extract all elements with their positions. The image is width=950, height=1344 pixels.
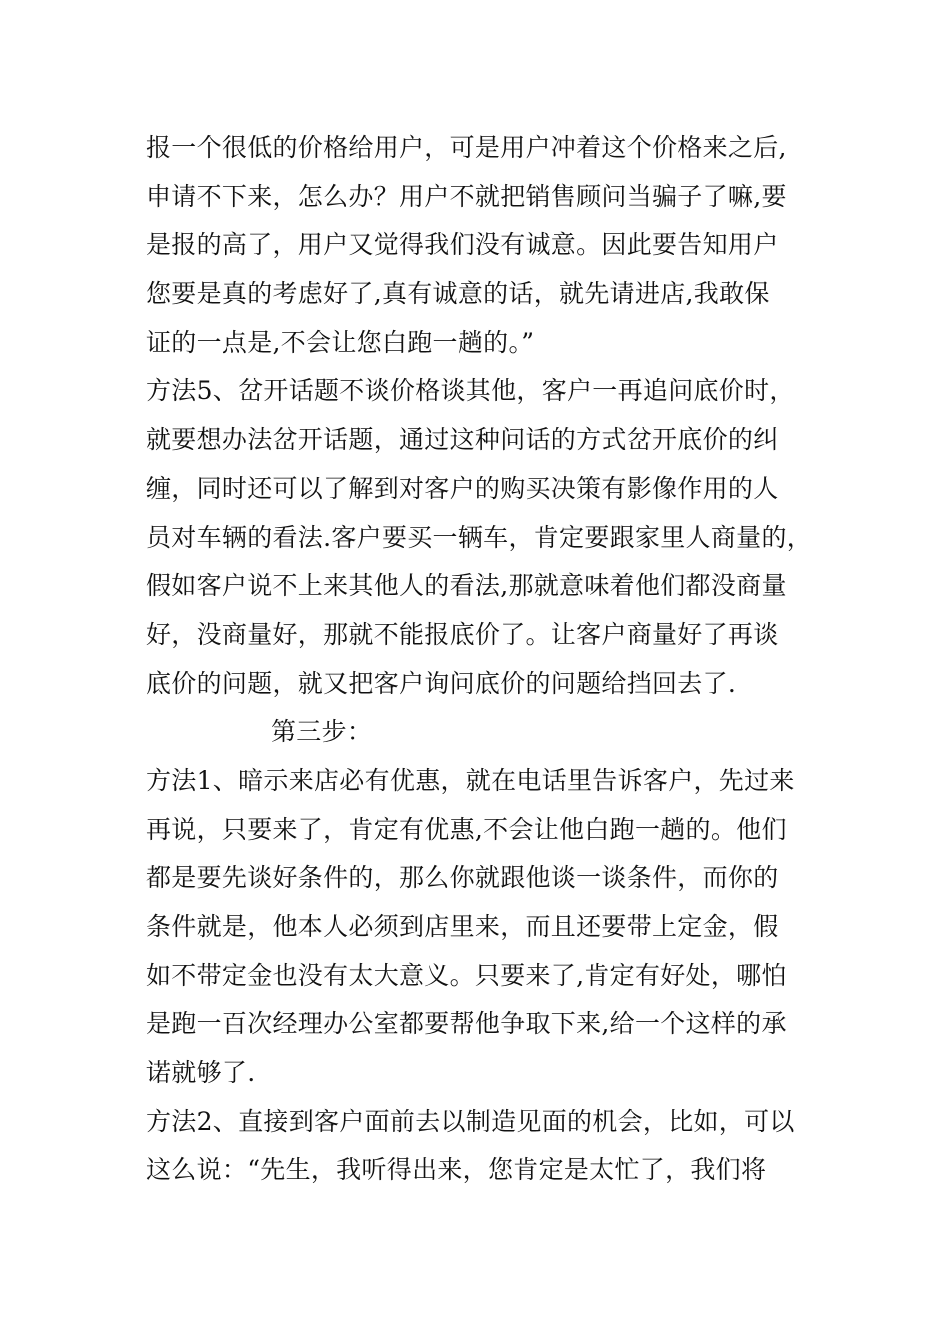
text-line: 好，没商量好，那就不能报底价了。让客户商量好了再谈 xyxy=(146,619,779,649)
text-line: 您要是真的考虑好了,真有诚意的话，就先请进店,我敢保 xyxy=(146,279,770,309)
text-line: 是报的高了，用户又觉得我们没有诚意。因此要告知用户 xyxy=(146,230,779,260)
text-line: 报一个很低的价格给用户，可是用户冲着这个价格来之后, xyxy=(146,133,787,162)
text-line: 这么说：“先生，我听得出来，您肯定是太忙了，我们将 xyxy=(146,1155,767,1185)
text-line: 是跑一百次经理办公室都要帮他争取下来,给一个这样的承 xyxy=(146,1009,787,1039)
text-line: 证的一点是,不会让您白跑一趟的。” xyxy=(146,327,535,357)
text-line: 如不带定金也没有太大意义。只要来了,肯定有好处，哪怕 xyxy=(146,960,787,990)
method-1-line: 方法1、暗示来店必有优惠，就在电话里告诉客户，先过来 xyxy=(146,765,795,795)
text-line: 就要想办法岔开话题，通过这种问话的方式岔开底价的纠 xyxy=(146,425,779,455)
text-line: 申请不下来，怎么办？用户不就把销售顾问当骗子了嘛,要 xyxy=(146,181,787,211)
text-line: 诺就够了. xyxy=(146,1058,256,1088)
text-line: 员对车辆的看法.客户要买一辆车，肯定要跟家里人商量的， xyxy=(146,522,813,552)
text-line: 再说，只要来了，肯定有优惠,不会让他白跑一趟的。他们 xyxy=(146,814,787,844)
text-line: 底价的问题，就又把客户询问底价的问题给挡回去了. xyxy=(146,668,737,698)
step-three-heading: 第三步： xyxy=(271,717,373,747)
method-5-line: 方法5、岔开话题不谈价格谈其他，客户一再追问底价时， xyxy=(146,376,795,406)
body-text xyxy=(146,124,826,1195)
text-line: 条件就是，他本人必须到店里来，而且还要带上定金，假 xyxy=(146,912,779,941)
text-line: 都是要先谈好条件的，那么你就跟他谈一谈条件，而你的 xyxy=(146,863,779,893)
text-line: 假如客户说不上来其他人的看法,那就意味着他们都没商量 xyxy=(146,571,787,601)
text-line: 缠，同时还可以了解到对客户的购买决策有影像作用的人 xyxy=(146,473,779,503)
method-2-line: 方法2、直接到客户面前去以制造见面的机会，比如，可以 xyxy=(146,1106,795,1136)
